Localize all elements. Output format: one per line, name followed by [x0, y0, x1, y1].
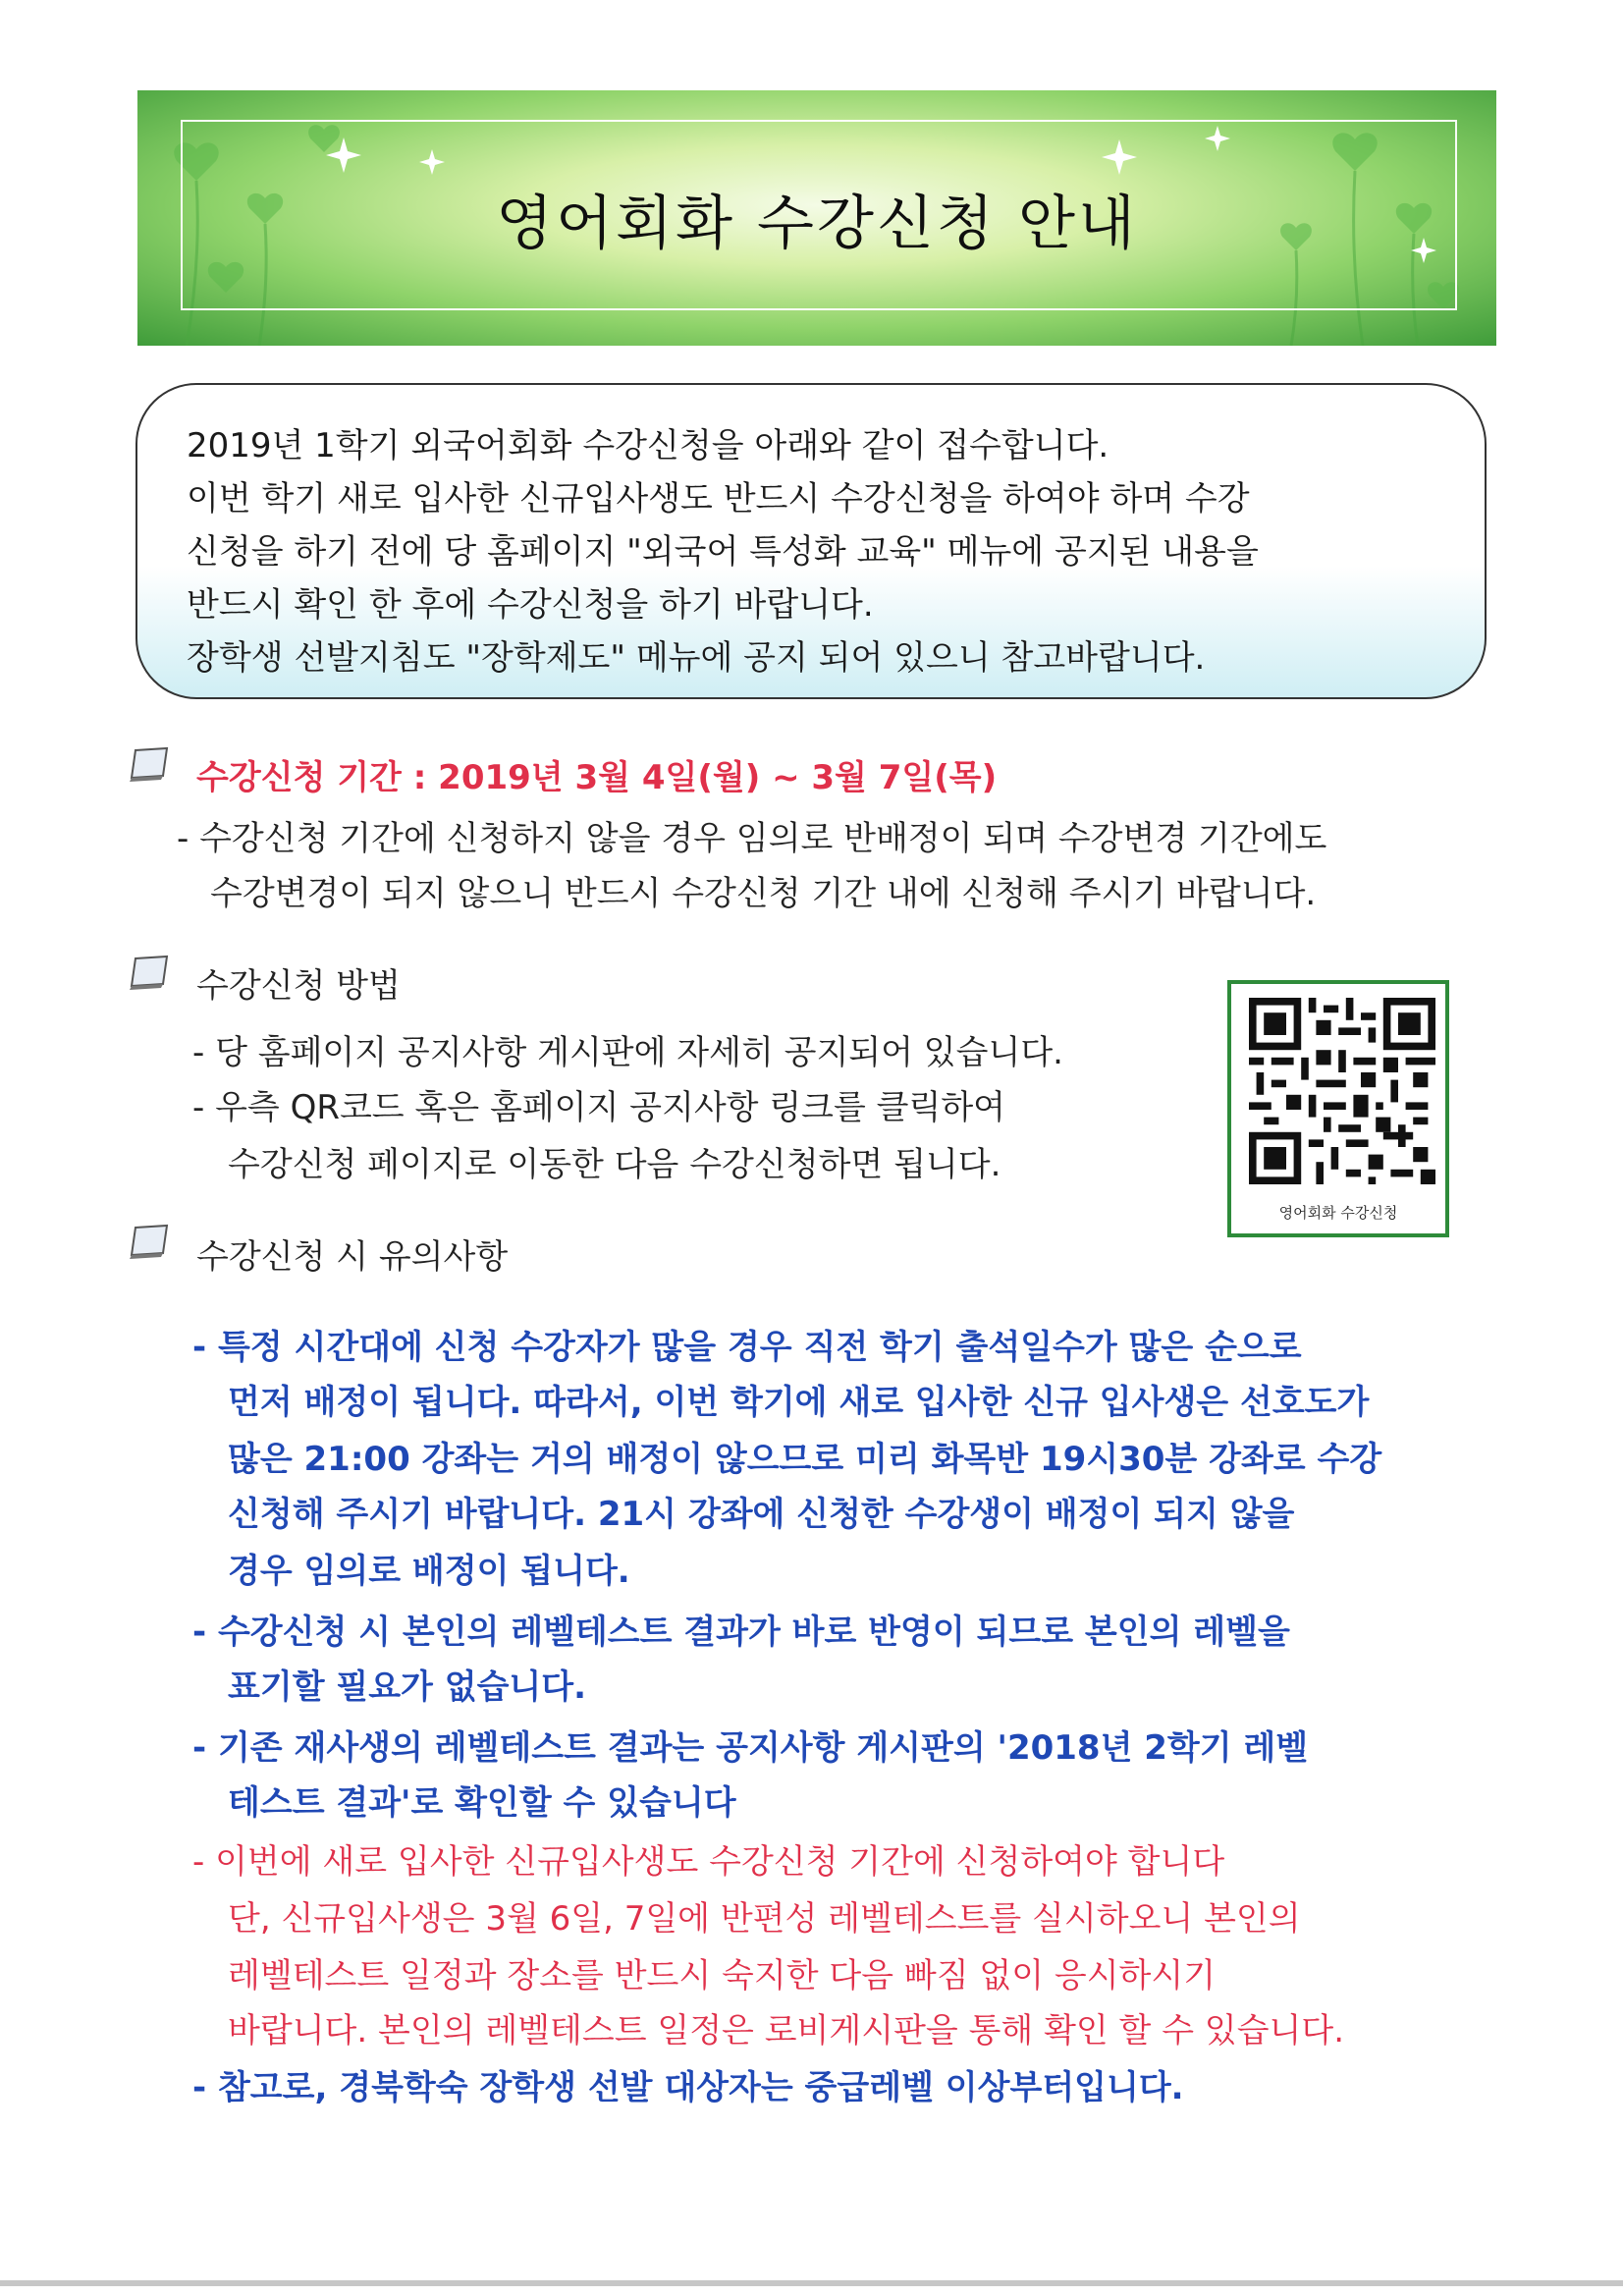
section-title-method: 수강신청 방법	[196, 966, 401, 1006]
qr-code-icon[interactable]	[1249, 998, 1435, 1184]
intro-notice-box	[135, 383, 1487, 699]
section-line: - 수강신청 기간에 신청하지 않을 경우 임의로 반배정이 되며 수강변경 기간에도	[177, 819, 1327, 858]
section-line: 수강신청 페이지로 이동한 다음 수강신청하면 됩니다.	[228, 1145, 1001, 1184]
note-line: 경우 임의로 배정이 됩니다.	[228, 1552, 630, 1591]
intro-line: 2019년 1학기 외국어회화 수강신청을 아래와 같이 접수합니다.	[187, 426, 1109, 465]
square-bullet-icon	[128, 953, 171, 992]
note-line: 많은 21:00 강좌는 거의 배정이 않으므로 미리 화목반 19시30분 강좌로 수강	[228, 1440, 1382, 1479]
intro-line: 신청을 하기 전에 당 홈페이지 "외국어 특성화 교육" 메뉴에 공지된 내용을	[187, 532, 1259, 572]
note-line: - 참고로, 경북학숙 장학생 선발 대상자는 중급레벨 이상부터입니다.	[192, 2068, 1184, 2107]
header-banner	[137, 90, 1496, 346]
section-title-period: 수강신청 기간 : 2019년 3월 4일(월) ~ 3월 7일(목)	[196, 758, 998, 797]
intro-line: 이번 학기 새로 입사한 신규입사생도 반드시 수강신청을 하여야 하며 수강	[187, 479, 1250, 519]
note-line: 테스트 결과'로 확인할 수 있습니다	[228, 1783, 736, 1823]
qr-caption: 영어회화 수강신청	[1278, 1204, 1398, 1222]
square-bullet-icon	[128, 744, 171, 784]
note-line: 단, 신규입사생은 3월 6일, 7일에 반편성 레벨테스트를 실시하오니 본인의	[228, 1899, 1301, 1939]
intro-line: 반드시 확인 한 후에 수강신청을 하기 바랍니다.	[187, 585, 874, 625]
section-line: - 당 홈페이지 공지사항 게시판에 자세히 공지되어 있습니다.	[192, 1033, 1063, 1072]
note-line: 레벨테스트 일정과 장소를 반드시 숙지한 다음 빠짐 없이 응시하시기	[228, 1956, 1217, 1995]
intro-line: 장학생 선발지침도 "장학제도" 메뉴에 공지 되어 있으니 참고바랍니다.	[187, 638, 1206, 678]
square-bullet-icon	[128, 1222, 171, 1261]
note-line: 신청해 주시기 바랍니다. 21시 강좌에 신청한 수강생이 배정이 되지 않을	[228, 1495, 1295, 1534]
qr-code-card[interactable]	[1227, 980, 1449, 1237]
page-title: 영어회화 수강신청 안내	[496, 190, 1138, 258]
section-title-notes: 수강신청 시 유의사항	[196, 1237, 509, 1277]
note-line: 표기할 필요가 없습니다.	[228, 1667, 587, 1707]
note-line: - 특정 시간대에 신청 수강자가 많을 경우 직전 학기 출석일수가 많은 순으로	[192, 1328, 1302, 1367]
section-line: 수강변경이 되지 않으니 반드시 수강신청 기간 내에 신청해 주시기 바랍니다.	[210, 874, 1317, 913]
note-line: - 수강신청 시 본인의 레벨테스트 결과가 바로 반영이 되므로 본인의 레벨을	[192, 1613, 1290, 1652]
note-line: - 이번에 새로 입사한 신규입사생도 수강신청 기간에 신청하여야 합니다	[192, 1842, 1225, 1882]
note-line: 바랍니다. 본인의 레벨테스트 일정은 로비게시판을 통해 확인 할 수 있습니다.	[228, 2011, 1345, 2050]
note-line: 먼저 배정이 됩니다. 따라서, 이번 학기에 새로 입사한 신규 입사생은 선호도가	[228, 1383, 1370, 1422]
section-line: - 우측 QR코드 혹은 홈페이지 공지사항 링크를 클릭하여	[192, 1088, 1006, 1127]
page-bottom-rule	[0, 2280, 1623, 2286]
note-line: - 기존 재사생의 레벨테스트 결과는 공지사항 게시판의 '2018년 2학기 레벨	[192, 1728, 1309, 1768]
